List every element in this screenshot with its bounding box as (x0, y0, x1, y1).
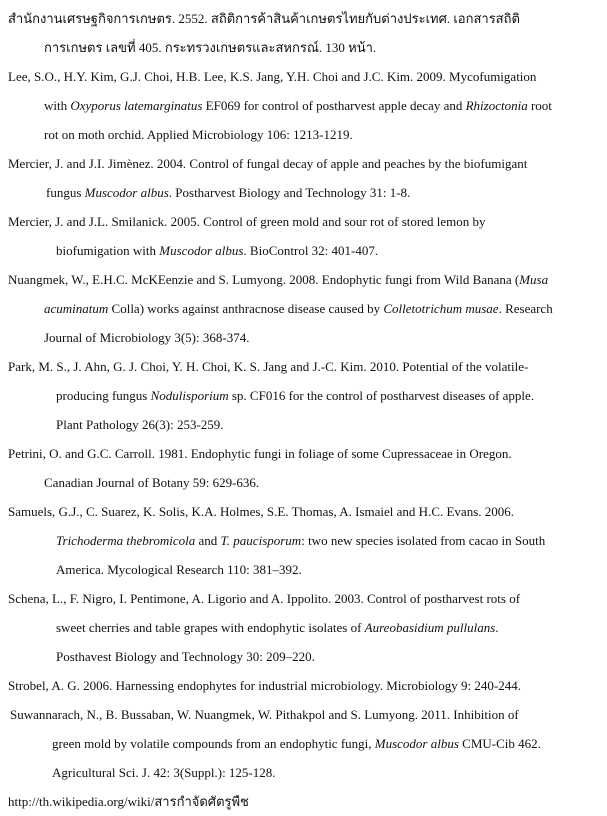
italic-taxon-text: Trichoderma thebromicola (56, 533, 196, 548)
reference-line (8, 497, 597, 526)
reference-entry-lee2009 (8, 62, 597, 149)
italic-taxon-text: T. paucisporum (220, 533, 302, 548)
reference-text: Suwannarach, N., B. Bussaban, W. Nuangmek, W. Pithakpol and S. Lumyong. 2011. Inhibition of (10, 707, 519, 722)
italic-taxon-text: Muscodor albus (159, 243, 244, 258)
reference-entry-samuels2006 (8, 497, 597, 584)
reference-line (8, 410, 597, 439)
italic-taxon-text: acuminatum (44, 301, 109, 316)
reference-text: Nuangmek, W., E.H.C. McKEenzie and S. Lumyong. 2008. Endophytic fungi from Wild Banana ( (8, 272, 520, 287)
italic-taxon-text: Musa (519, 272, 549, 287)
reference-line (8, 62, 597, 91)
italic-taxon-text: Rhizoctonia (465, 98, 528, 113)
reference-text: Lee, S.O., H.Y. Kim, G.J. Choi, H.B. Lee, K.S. Jang, Y.H. Choi and J.C. Kim. 2009. Mycofumigation (8, 69, 537, 84)
reference-line (8, 729, 597, 758)
reference-line (8, 120, 597, 149)
reference-line (8, 642, 597, 671)
reference-line (8, 4, 597, 33)
reference-line (8, 758, 597, 787)
reference-line (8, 584, 597, 613)
italic-taxon-text: Oxyporus latemarginatus (70, 98, 203, 113)
reference-text: and (195, 533, 221, 548)
italic-taxon-text: Aureobasidium pullulans (364, 620, 496, 635)
reference-entry-oae2552 (8, 4, 597, 62)
reference-text: sp. CF016 for the control of postharvest diseases of apple. (228, 388, 535, 403)
reference-text: root (527, 98, 552, 113)
reference-line (8, 468, 597, 497)
reference-text: EF069 for control of postharvest apple decay and (202, 98, 466, 113)
italic-taxon-text: Nodulisporium (150, 388, 229, 403)
reference-text: Canadian Journal of Botany 59: 629-636. (44, 475, 260, 490)
reference-line (8, 352, 597, 381)
reference-text: with (44, 98, 71, 113)
reference-line (8, 178, 597, 207)
reference-line (8, 33, 597, 62)
reference-line (8, 236, 597, 265)
reference-text: CMU-Cib 462. (458, 736, 541, 751)
reference-line (8, 439, 597, 468)
reference-line (8, 91, 597, 120)
reference-text: green mold by volatile compounds from an endophytic fungi, (52, 736, 375, 751)
italic-taxon-text: Colletotrichum musae (383, 301, 499, 316)
reference-line (8, 265, 597, 294)
reference-entry-mercier2004 (8, 149, 597, 207)
reference-text: Mercier, J. and J.L. Smilanick. 2005. Control of green mold and sour rot of stored lemon by (8, 214, 486, 229)
reference-text: Plant Pathology 26(3): 253-259. (56, 417, 224, 432)
reference-line (8, 526, 597, 555)
reference-text: sweet cherries and table grapes with endophytic isolates of (56, 620, 365, 635)
reference-line (8, 700, 597, 729)
reference-line (8, 207, 597, 236)
italic-taxon-text: Muscodor albus (374, 736, 459, 751)
reference-text: . (495, 620, 499, 635)
reference-entry-schena2003 (8, 584, 597, 671)
reference-line (8, 323, 597, 352)
reference-text: America. Mycological Research 110: 381–392. (56, 562, 302, 577)
reference-entry-strobel2006 (8, 671, 597, 700)
reference-line (8, 613, 597, 642)
reference-text: rot on moth orchid. Applied Microbiology 106: 1213-1219. (44, 127, 353, 142)
reference-entry-park2010 (8, 352, 597, 439)
reference-line (8, 149, 597, 178)
reference-entry-mercier2005 (8, 207, 597, 265)
reference-text: . Postharvest Biology and Technology 31: 1-8. (168, 185, 411, 200)
reference-text: : two new species isolated from cacao in South (301, 533, 546, 548)
reference-text: Park, M. S., J. Ahn, G. J. Choi, Y. H. Choi, K. S. Jang and J.-C. Kim. 2010. Potential of the volatile- (8, 359, 529, 374)
reference-text: fungus (46, 185, 85, 200)
reference-text: producing fungus (56, 388, 151, 403)
reference-text: Journal of Microbiology 3(5): 368-374. (44, 330, 250, 345)
reference-line (8, 294, 597, 323)
reference-line (8, 381, 597, 410)
reference-text: การเกษตร เลขที่ 405. กระทรวงเกษตรและสหกรณ์. 130 หน้า. (44, 40, 377, 55)
reference-text: Colla) works against anthracnose disease caused by (108, 301, 384, 316)
reference-text: Strobel, A. G. 2006. Harnessing endophytes for industrial microbiology. Microbiology 9: 240-244. (8, 678, 521, 693)
reference-text: . BioControl 32: 401-407. (243, 243, 379, 258)
reference-entry-petrini1981 (8, 439, 597, 497)
reference-text: . Research (498, 301, 553, 316)
reference-text: Mercier, J. and J.I. Jimènez. 2004. Control of fungal decay of apple and peaches by the biofumigant (8, 156, 528, 171)
reference-entry-nuangmek2008 (8, 265, 597, 352)
italic-taxon-text: Muscodor albus (84, 185, 169, 200)
reference-text: Agricultural Sci. J. 42: 3(Suppl.): 125-128. (52, 765, 276, 780)
reference-text: Petrini, O. and G.C. Carroll. 1981. Endophytic fungi in foliage of some Cupressaceae in Oregon. (8, 446, 512, 461)
reference-text: Samuels, G.J., C. Suarez, K. Solis, K.A. Holmes, S.E. Thomas, A. Ismaiel and H.C. Evans. 2006. (8, 504, 515, 519)
reference-line (8, 555, 597, 584)
reference-entry-suwannarach2011 (8, 700, 597, 787)
reference-text: สำนักงานเศรษฐกิจการเกษตร. 2552. สถิติการค้าสินค้าเกษตรไทยกับต่างประเทศ. เอกสารสถิติ (8, 11, 520, 26)
reference-text[interactable]: http://th.wikipedia.org/wiki/สารกำจัดศัตรูพืช (8, 794, 249, 809)
reference-text: Posthavest Biology and Technology 30: 209–220. (56, 649, 315, 664)
reference-text: biofumigation with (56, 243, 160, 258)
reference-text: Schena, L., F. Nigro, I. Pentimone, A. Ligorio and A. Ippolito. 2003. Control of postharvest rots of (8, 591, 521, 606)
reference-line (8, 671, 597, 700)
